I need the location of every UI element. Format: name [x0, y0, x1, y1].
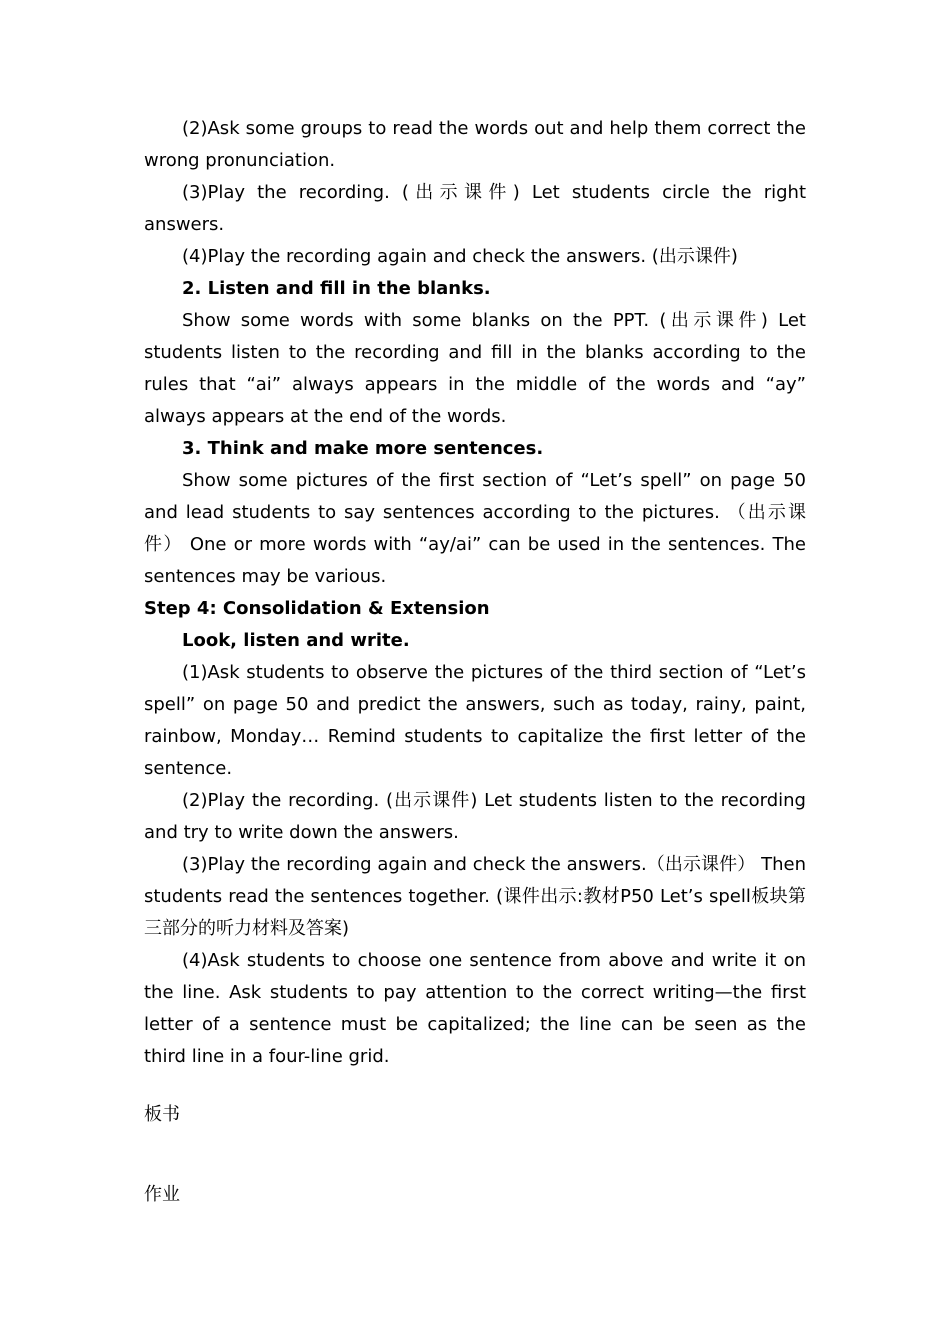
section-board-writing: 板书	[144, 1104, 180, 1125]
paragraph-ask-groups: (2)Ask some groups to read the words out and help them correct the wrong pronunciation.	[144, 118, 806, 171]
heading-think-sentences: 3. Think and make more sentences.	[182, 438, 544, 459]
paragraph-check-answers: (4)Play the recording again and check the answers. (出示课件)	[182, 246, 738, 267]
spacer	[144, 1131, 806, 1179]
paragraph-show-pictures: Show some pictures of the first section of “Let’s spell” on page 50 and lead students to say sentences according to the pictures. （出示课件） One or more words with “ay/ai” can be used in the sentences. The sentences may be various.	[144, 470, 806, 587]
paragraph-play-recording: (3)Play the recording. (出示课件) Let students circle the right answers.	[144, 182, 806, 235]
spacer	[144, 1073, 806, 1099]
document-page	[144, 113, 806, 1211]
section-homework: 作业	[144, 1184, 180, 1205]
paragraph-show-words: Show some words with some blanks on the PPT. (出示课件) Let students listen to the recording and fill in the blanks according to the rules that “ai” always appears in the middle of the words and “ay” always appears at the end of the words.	[144, 310, 806, 427]
heading-listen-fill: 2. Listen and fill in the blanks.	[182, 278, 491, 299]
paragraph-observe-pictures: (1)Ask students to observe the pictures of the third section of “Let’s spell” on page 50 and predict the answers, such as today, rainy, paint, rainbow, Monday… Remind students to capitalize the first letter of the sentence.	[144, 662, 806, 779]
paragraph-choose-sentence: (4)Ask students to choose one sentence from above and write it on the line. Ask students to pay attention to the correct writing—the first letter of a sentence must be capitalized; the line can be seen as the third line in a four-line grid.	[144, 950, 806, 1067]
heading-step4: Step 4: Consolidation & Extension	[144, 598, 490, 619]
paragraph-play-recording-2: (2)Play the recording. (出示课件) Let students listen to the recording and try to write down the answers.	[144, 790, 806, 843]
subheading-look-listen-write: Look, listen and write.	[182, 630, 410, 651]
paragraph-check-answers-2: (3)Play the recording again and check the answers.（出示课件） Then students read the sentences together. (课件出示:教材P50 Let’s spell板块第三部分的听力材料及答案)	[144, 854, 806, 939]
